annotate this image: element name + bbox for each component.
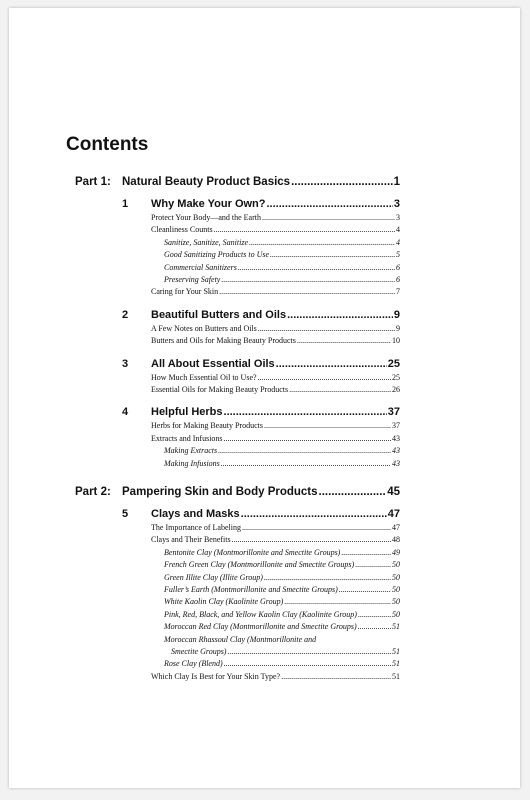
dot-leader [214,225,395,234]
subsection-entry[interactable] [164,573,400,582]
subsection-entry[interactable] [164,610,400,619]
dot-leader [341,548,391,557]
subsection-entry-title: Rose Clay (Blend) [164,659,223,669]
section-entry[interactable] [151,225,400,234]
chapter-entry-title: Why Make Your Own? [151,198,266,210]
section-entry-page-number: 48 [392,535,400,545]
chapter-entry[interactable] [151,309,400,321]
subsection-entry[interactable] [164,238,400,247]
dot-leader [287,309,393,321]
subsection-entry-title: Making Infusions [164,458,220,468]
section-entry-title: Protect Your Body—and the Earth [151,213,261,222]
dot-leader [264,573,391,582]
chapter-entry-title: All About Essential Oils [151,357,275,370]
dot-leader [276,358,387,370]
subsection-entry[interactable] [164,597,400,606]
section-entry-page-number: 43 [392,433,400,443]
dot-leader [264,421,391,430]
chapter-number: 1 [122,198,129,210]
section-entry-title: The Importance of Labeling [151,523,241,532]
section-entry-title: Herbs for Making Beauty Products [151,421,263,431]
dot-leader [284,597,391,606]
subsection-entry-page-number: 51 [392,647,400,656]
subsection-entry[interactable] [164,548,400,557]
subsection-entry-title: Commercial Sanitizers [164,262,237,272]
subsection-entry-page-number: 49 [392,547,400,557]
subsection-entry-title: Moroccan Rhassoul Clay (Montmorillonite and [164,634,317,644]
subsection-entry-title: Making Extracts [164,446,218,456]
section-entry-title: A Few Notes on Butters and Oils [151,323,257,333]
chapter-number: 5 [122,508,129,520]
chapter-entry-title: Helpful Herbs [151,406,223,419]
section-entry-title: Extracts and Infusions [151,433,223,443]
dot-leader [242,523,391,532]
section-entry[interactable] [151,373,400,382]
subsection-entry-page-number: 50 [392,560,400,570]
chapter-entry-page-number: 9 [393,308,400,321]
chapter-entry-page-number: 37 [387,406,400,419]
subsection-entry-title: Fuller’s Earth (Montmorillonite and Smectite Groups) [164,585,338,594]
subsection-entry-title: French Green Clay (Montmorillonite and Smectite Groups) [164,560,355,570]
chapter-entry[interactable] [151,358,400,370]
subsection-entry[interactable] [164,263,400,272]
subsection-entry-page-number: 50 [392,572,400,582]
section-entry[interactable] [151,535,400,544]
chapter-entry[interactable] [151,406,400,418]
subsection-entry-page-number: 51 [392,659,400,669]
section-entry-page-number: 10 [392,336,400,346]
subsection-entry-page-number: 4 [396,237,400,247]
part-entry-title: Pampering Skin and Body Products [122,486,318,498]
section-entry-page-number: 25 [392,372,400,382]
subsection-entry[interactable] [164,659,400,668]
section-entry-page-number: 37 [392,421,400,431]
dot-leader [291,176,393,188]
subsection-entry-page-number: 6 [396,275,400,284]
section-entry-title: Butters and Oils for Making Beauty Products [151,336,296,346]
subsection-entry-page-number: 50 [392,609,400,619]
subsection-entry[interactable] [164,459,400,468]
subsection-entry[interactable] [164,560,400,569]
dot-leader [221,275,395,284]
section-entry-title: Essential Oils for Making Beauty Products [151,385,289,394]
section-entry[interactable] [151,434,400,443]
section-entry-title: Cleanliness Counts [151,225,213,235]
subsection-entry-title: Moroccan Red Clay (Montmorillonite and Smectite Groups) [164,622,357,632]
section-entry-page-number: 4 [396,225,400,235]
subsection-entry-page-number: 50 [392,585,400,594]
dot-leader [227,647,391,656]
dot-leader [267,198,393,210]
section-entry[interactable] [151,385,400,394]
section-entry-title: Which Clay Is Best for Your Skin Type? [151,671,281,681]
subsection-entry[interactable] [164,635,400,644]
section-entry[interactable] [151,287,400,296]
section-entry-page-number: 47 [392,523,400,532]
subsection-entry-title: Good Sanitizing Products to Use [164,250,270,260]
subsection-entry[interactable] [171,647,400,656]
chapter-entry-title: Clays and Masks [151,508,240,520]
dot-leader [270,250,395,259]
chapter-number: 2 [122,308,129,321]
section-entry-title: How Much Essential Oil to Use? [151,372,257,382]
dot-leader [319,486,387,498]
section-entry-page-number: 51 [392,671,400,681]
dot-leader [232,535,391,544]
dot-leader [238,263,395,272]
subsection-entry-title: White Kaolin Clay (Kaolinite Group) [164,597,284,607]
section-entry-page-number: 9 [396,323,400,333]
subsection-entry-title: Smectite Groups) [171,647,227,656]
dot-leader [224,434,391,443]
part-entry-page-number: 1 [393,176,400,188]
dot-leader [258,373,391,382]
chapter-entry[interactable] [151,198,400,210]
section-entry[interactable] [151,336,400,345]
part-label: Part 1: [75,176,111,188]
chapter-entry-page-number: 25 [387,357,400,370]
dot-leader [224,406,387,418]
subsection-entry-title: Preserving Safety [164,275,221,284]
section-entry[interactable] [151,324,400,333]
dot-leader [258,324,395,333]
subsection-entry-page-number: 51 [392,622,400,632]
section-entry-page-number: 26 [392,385,400,394]
subsection-entry-title: Green Illite Clay (Illite Group) [164,572,263,582]
dot-leader [221,459,391,468]
part-entry-page-number: 45 [387,486,400,498]
subsection-entry-page-number: 6 [396,262,400,272]
subsection-entry-page-number: 43 [392,446,400,456]
chapter-number: 3 [122,357,129,370]
part-entry-title: Natural Beauty Product Basics [122,176,291,188]
subsection-entry-title: Sanitize, Sanitize, Sanitize [164,237,248,247]
subsection-entry-title: Bentonite Clay (Montmorillonite and Smectite Groups) [164,547,341,557]
subsection-entry-page-number: 50 [392,597,400,607]
dot-leader [249,238,395,247]
section-entry[interactable] [151,672,400,681]
dot-leader [241,508,387,520]
chapter-entry-title: Beautiful Butters and Oils [151,308,287,321]
section-entry[interactable] [151,421,400,430]
dot-leader [358,610,391,619]
section-entry-page-number: 7 [396,287,400,297]
part-entry[interactable] [122,176,400,188]
page-title: Contents [66,134,149,155]
subsection-entry[interactable] [164,585,400,594]
dot-leader [218,446,391,455]
section-entry[interactable] [151,213,400,222]
subsection-entry[interactable] [164,622,400,631]
dot-leader [281,672,391,681]
subsection-entry[interactable] [164,275,400,284]
chapter-entry-page-number: 3 [393,198,400,210]
subsection-entry[interactable] [164,446,400,455]
section-entry-page-number: 3 [396,213,400,222]
chapter-entry-page-number: 47 [387,508,400,520]
dot-leader [339,585,391,594]
subsection-entry-title: Pink, Red, Black, and Yellow Kaolin Clay (Kaolinite Group) [164,609,357,619]
dot-leader [297,336,391,345]
part-label: Part 2: [75,486,111,498]
subsection-entry-page-number: 43 [392,458,400,468]
chapter-number: 4 [122,406,129,419]
dot-leader [262,213,395,222]
dot-leader [289,385,391,394]
section-entry[interactable] [151,523,400,532]
dot-leader [224,659,391,668]
dot-leader [219,287,395,296]
part-entry[interactable] [122,486,400,498]
subsection-entry[interactable] [164,250,400,259]
chapter-entry[interactable] [151,508,400,520]
section-entry-title: Clays and Their Benefits [151,535,231,545]
subsection-entry-page-number: 5 [396,250,400,260]
dot-leader [355,560,391,569]
dot-leader [358,622,391,631]
section-entry-title: Caring for Your Skin [151,287,219,297]
